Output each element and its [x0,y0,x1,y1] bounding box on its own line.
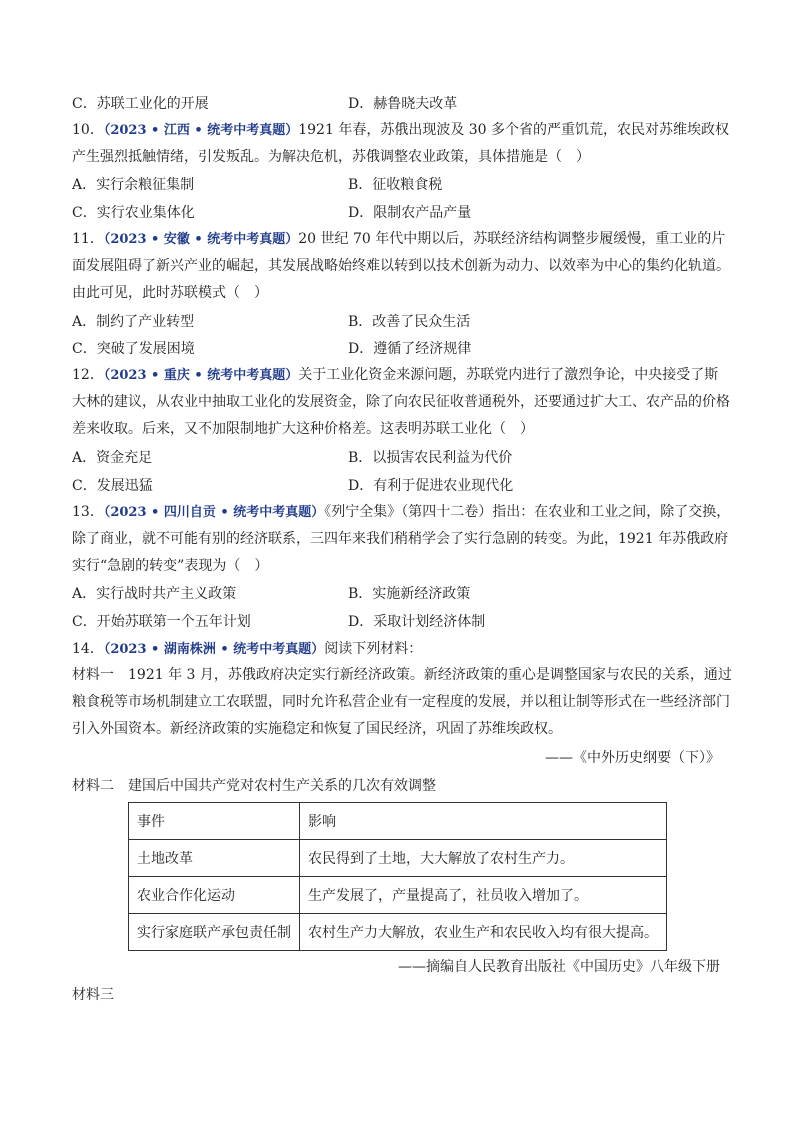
table-row [129,877,667,914]
q10-source-tag: （2023 • 江西 • 统考中考真题） [103,123,299,138]
q12-option-a: A．资金充足 [72,450,153,466]
q12-option-d: D．有利于促进农业现代化 [348,478,514,494]
q11-option-c: C．突破了发展困境 [72,341,195,357]
q12-source-tag: （2023 • 重庆 • 统考中考真题） [103,368,299,383]
q12-stem: 关于工业化资金来源问题，苏联党内进行了激烈争论，中央接受了斯大林的建议，从农业中抽取工业化的发展资金，除了向农民征收普通税外，还要通过扩大工、农产品的价格差来收取。后来，又不加限制地扩大这种价格差。这表明苏联工业化（ ） [72,367,730,437]
q9-option-c: C．苏联工业化的开展 [72,96,209,112]
material-one-label: 材料一 [72,667,114,683]
table-cell-event: 实行家庭联产承包责任制 [129,914,300,951]
q13-option-a: A．实行战时共产主义政策 [72,586,237,602]
q11-stem: 20 世纪 70 年代中期以后，苏联经济结构调整步履缓慢，重工业的片面发展阻碍了新兴产业的崛起，其发展战略始终难以转到以技术创新为动力、以效率为中心的集约化轨道。由此可见，此时苏联模式（ ） [72,231,730,301]
q12-option-b: B．以损害农民利益为代价 [348,450,513,466]
q14-number: 14． [72,641,104,657]
table-cell-impact: 农村生产力大解放，农业生产和农民收入均有很大提高。 [300,914,667,951]
reform-table [128,802,667,951]
material-two-label: 材料二 [72,778,114,794]
table-cell-impact: 生产发展了，产量提高了，社员收入增加了。 [300,877,667,914]
q10-number: 10． [72,122,104,138]
q13-option-c: C．开始苏联第一个五年计划 [72,614,251,630]
q12-number: 12． [72,367,104,383]
table-cell-event: 农业合作化运动 [129,877,300,914]
q11-question [72,226,732,307]
q11-number: 11． [72,231,104,247]
q10-option-d: D．限制农产品产量 [348,205,472,221]
q11-option-b: B．改善了民众生活 [348,314,471,330]
material-one-text: 1921 年 3 月，苏俄政府决定实行新经济政策。新经济政策的重心是调整国家与农民的关系，通过粮食税等市场机制建立工农联盟，同时允许私营企业有一定程度的发展，并以租让制等形式在一些经济部门引入外国资本。新经济政策的实施稳定和恢复了国民经济，巩固了苏维埃政权。 [72,667,732,737]
material-two-heading [72,776,436,796]
material-two-title: 建国后中国共产党对农村生产关系的几次有效调整 [128,778,436,794]
q14-stem: 阅读下列材料： [324,641,423,657]
q13-option-b: B．实施新经济政策 [348,586,471,602]
q10-option-c: C．实行农业集体化 [72,205,195,221]
q13-stem: 《列宁全集》（第四十二卷）指出：在农业和工业之间，除了交换，除了商业，就不可能有别的经济联系，三四年来我们稍稍学会了实行急剧的转变。为此，1921 年苏俄政府实行“急剧的转变”表现为（ ） [72,504,731,574]
material-one [72,662,732,743]
q14-source-tag: （2023 • 湖南株洲 • 统考中考真题） [103,642,325,657]
q11-source-tag: （2023 • 安徽 • 统考中考真题） [103,232,299,247]
q12-option-c: C．发展迅猛 [72,478,153,494]
q10-question [72,117,732,171]
q11-option-d: D．遵循了经济规律 [348,341,472,357]
table-header-cell: 事件 [129,803,300,840]
q11-option-a: A．制约了产业转型 [72,314,195,330]
q10-stem: 1921 年春，苏俄出现波及 30 多个省的严重饥荒，农民对苏维埃政权产生强烈抵触情绪，引发叛乱。为解决危机，苏俄调整农业政策，具体措施是（ ） [72,122,730,165]
q9-option-d: D．赫鲁晓夫改革 [348,96,458,112]
q10-option-b: B．征收粮食税 [348,177,443,193]
q14-question [72,639,422,660]
q13-number: 13． [72,504,104,520]
material-two-citation: ——摘编自人民教育出版社《中国历史》八年级下册 [398,959,720,975]
q10-option-a: A．实行余粮征集制 [72,177,195,193]
material-one-citation: ——《中外历史纲要（下）》 [545,750,720,766]
q13-question [72,499,732,580]
q12-question [72,362,732,443]
material-three-label: 材料三 [72,987,114,1003]
table-header-row [129,803,667,840]
table-row [129,914,667,951]
q13-option-d: D．采取计划经济体制 [348,614,486,630]
table-cell-event: 土地改革 [129,840,300,877]
table-row [129,840,667,877]
q13-source-tag: （2023 • 四川自贡 • 统考中考真题） [103,505,325,520]
table-cell-impact: 农民得到了土地，大大解放了农村生产力。 [300,840,667,877]
table-header-cell: 影响 [300,803,667,840]
